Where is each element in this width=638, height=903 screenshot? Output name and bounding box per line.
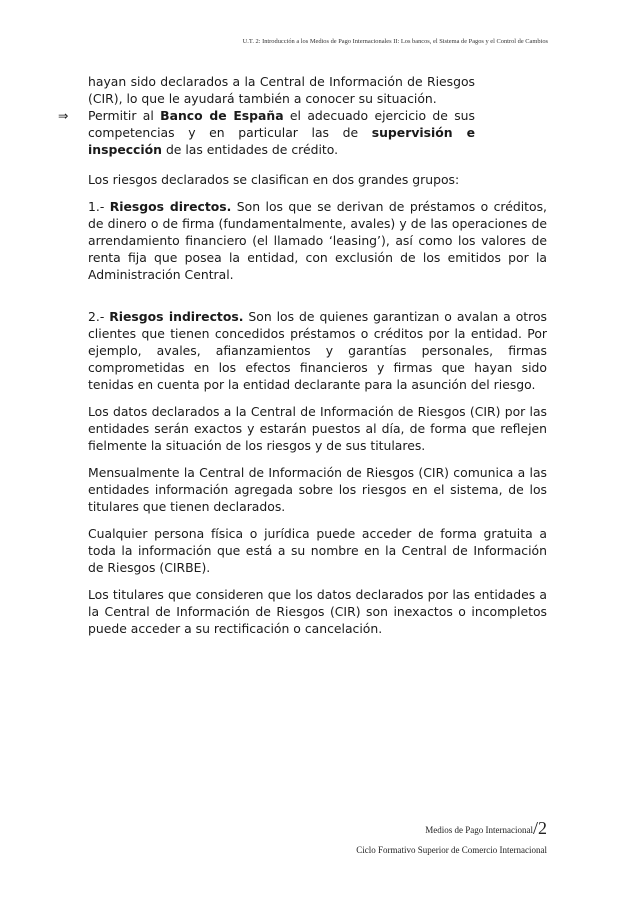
footer-separator: /	[532, 818, 538, 838]
group-indirect-risks	[88, 308, 547, 393]
bullet-bold-banco: Banco de España	[160, 108, 284, 123]
running-header	[0, 38, 548, 45]
group-direct-risks	[88, 198, 547, 283]
bullet-bold-supervision: supervisión e inspección	[88, 125, 475, 157]
bullet-item-banco-espana	[58, 107, 475, 158]
paragraph-titulares: Los titulares que consideren que los datos declarados por las entidades a la Central de Información de Riesgos (CIR) son inexactos o incompletos puede acceder a su rectificación o cancelación.	[88, 587, 547, 636]
document-body	[58, 73, 547, 637]
group2-number: 2.-	[88, 309, 110, 324]
footer-subject: Medios de Pago Internacional	[425, 825, 533, 835]
page-footer	[356, 818, 547, 855]
footer-subject-line	[356, 818, 547, 839]
group1-title: Riesgos directos.	[109, 199, 232, 214]
page-number: 2	[538, 818, 547, 838]
bullet-text-1: Permitir al	[88, 108, 161, 123]
footer-course: Ciclo Formativo Superior de Comercio Internacional	[356, 845, 547, 855]
group2-text: Son los de quienes garantizan o avalan a otros clientes que tienen concedidos préstamos o créditos por la entidad. Por ejemplo, avales, afianzamientos y garantías personales, firmas comprometidas en los efectos financieros y firmas que hayan sido tenidas en cuenta por la entidad declarante para la asunción del riesgo.	[88, 309, 547, 392]
group1-text: Son los que se derivan de préstamos o créditos, de dinero o de firma (fundamentalmente, avales) y de las operaciones de arrendamiento financiero (el llamado ‘leasing’), así como los valores de renta fija que posea la entidad, con exclusión de los emitidos por la Administración Central.	[88, 199, 547, 282]
group1-number: 1.-	[88, 199, 110, 214]
paragraph-mensualmente: Mensualmente la Central de Información de Riesgos (CIR) comunica a las entidades información agregada sobre los riesgos en el sistema, de los titulares que tienen declarados.	[88, 465, 547, 514]
paragraph-datos-declarados: Los datos declarados a la Central de Información de Riesgos (CIR) por las entidades serán exactos y estarán puestos al día, de forma que reflejen fielmente la situación de los riesgos y de sus titulares.	[88, 404, 547, 453]
header-title: U.T. 2: Introducción a los Medios de Pago Internacionales II: Los bancos, el Sistema de Pagos y el Control de Cambios	[242, 38, 548, 45]
group2-title: Riesgos indirectos.	[109, 309, 244, 324]
continued-list-item: hayan sido declarados a la Central de Información de Riesgos (CIR), lo que le ayudará también a conocer su situación.	[88, 74, 475, 106]
intro-paragraph: Los riesgos declarados se clasifican en dos grandes grupos:	[88, 172, 460, 187]
right-arrow-icon: ⇒	[58, 108, 69, 123]
bullet-text-3: de las entidades de crédito.	[162, 142, 339, 157]
paragraph-persona: Cualquier persona física o jurídica puede acceder de forma gratuita a toda la información que está a su nombre en la Central de Información de Riesgos (CIRBE).	[88, 526, 547, 575]
bullet-text-2: el adecuado ejercicio de sus competencias y en particular las de	[88, 108, 475, 140]
